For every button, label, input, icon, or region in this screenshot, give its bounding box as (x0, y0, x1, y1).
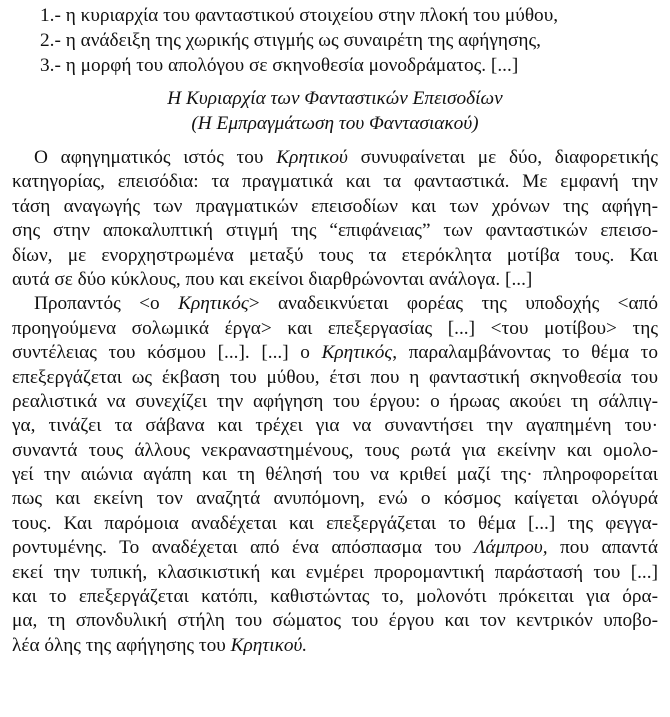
text-line: γα, τινάζει τα σάβανα και τρέχει για να συναντήσει την αγαπημένη του· (12, 415, 658, 437)
text-line: δίων, με ενορχηστρωμένα μεταξύ τους τα ετερόκλητα μοτίβα τους. Και (12, 244, 658, 266)
text-line: προηγούμενα σολωμικά έργα> και επεξεργασίας [...] <του μοτίβου> της (12, 317, 658, 339)
text-line: γεί την αιώνια αγάπη και τη θέλησή του να κριθεί μαζί της· πληροφορείται (12, 464, 658, 486)
text-line: και το επεξεργάζεται κατόπι, καθιστώντας το, μολονότι πρόκειται για όρα- (12, 586, 658, 608)
text-line: συναντά τους άλλους νεκραναστημένους, τους ρωτά για εκείνην και ομολο- (12, 439, 658, 461)
numbered-list (40, 3, 658, 78)
text-line: εκεί την τυπική, κλασικιστική και ενμέρει προρομαντική παράστασή του [...] (12, 561, 658, 583)
text-line: κατηγορίας, επεισόδια: τα πραγματικά και τα φανταστικά. Με εμφανή την (12, 171, 658, 193)
text-line: πως και εκείνη τον αναζητά ανυπόμονη, ενώ ο κόσμος καίγεται ολόγυρά (12, 488, 658, 510)
paragraph-2 (12, 292, 658, 658)
text-line: Ο αφηγηματικός ιστός του Κρητικού συνυφαίνεται με δύο, διαφορετικής (34, 147, 658, 168)
text-line: τους. Και παρόμοια αναδέχεται και επεξεργάζεται το θέμα [...] της φεγγα- (12, 512, 658, 534)
text-line: λέα όλης της αφήγησης του Κρητικού. (12, 634, 308, 656)
section-title: Η Κυριαρχία των Φανταστικών Επεισοδίων (167, 88, 503, 109)
text-line: τάση αναγωγής των πραγματικών επεισοδίων και των χρόνων της αφήγη- (12, 195, 658, 217)
body-text (12, 146, 658, 658)
text-line: μα, τη σπονδυλική στήλη του σώματος του έργου και τον κεντρικόν υποβο- (12, 610, 658, 632)
text-line: σης στην αποκαλυπτική στιγμή της “επιφάνειας” των φανταστικών επεισο- (12, 220, 658, 242)
paragraph-1 (12, 146, 658, 292)
text-line: ροντυμένης. Το αναδέχεται από ένα απόσπασμα του Λάμπρου, που απαντά (12, 537, 658, 559)
section-heading (12, 86, 658, 136)
text-line: Προπαντός <ο Κρητικός> αναδεικνύεται φορέας της υποδοχής <από (34, 293, 658, 315)
list-item: 2.- η ανάδειξη της χωρικής στιγμής ως συναιρέτη της αφήγησης, (40, 30, 541, 51)
text-line: ρεαλιστικά να συνεχίζει την αφήγηση του έργου: ο ήρωας ακούει τη σάλπιγ- (12, 390, 658, 412)
list-item: 3.- η μορφή του απολόγου σε σκηνοθεσία μονοδράματος. [...] (40, 55, 519, 76)
text-line: επεξεργάζεται ως έκβαση του μύθου, έτσι που η φανταστική σκηνοθεσία του (12, 366, 658, 388)
list-item: 1.- η κυριαρχία του φανταστικού στοιχείου στην πλοκή του μύθου, (40, 5, 559, 26)
section-subtitle: (Η Εμπραγμάτωση του Φαντασιακού) (191, 113, 479, 134)
text-line: αυτά σε δύο κύκλους, που και εκείνοι διαρθρώνονται ανάλογα. [...] (12, 268, 533, 290)
text-line: συντέλειας του κόσμου [...]. [...] ο Κρητικός, παραλαμβάνοντας το θέμα το (12, 342, 658, 364)
